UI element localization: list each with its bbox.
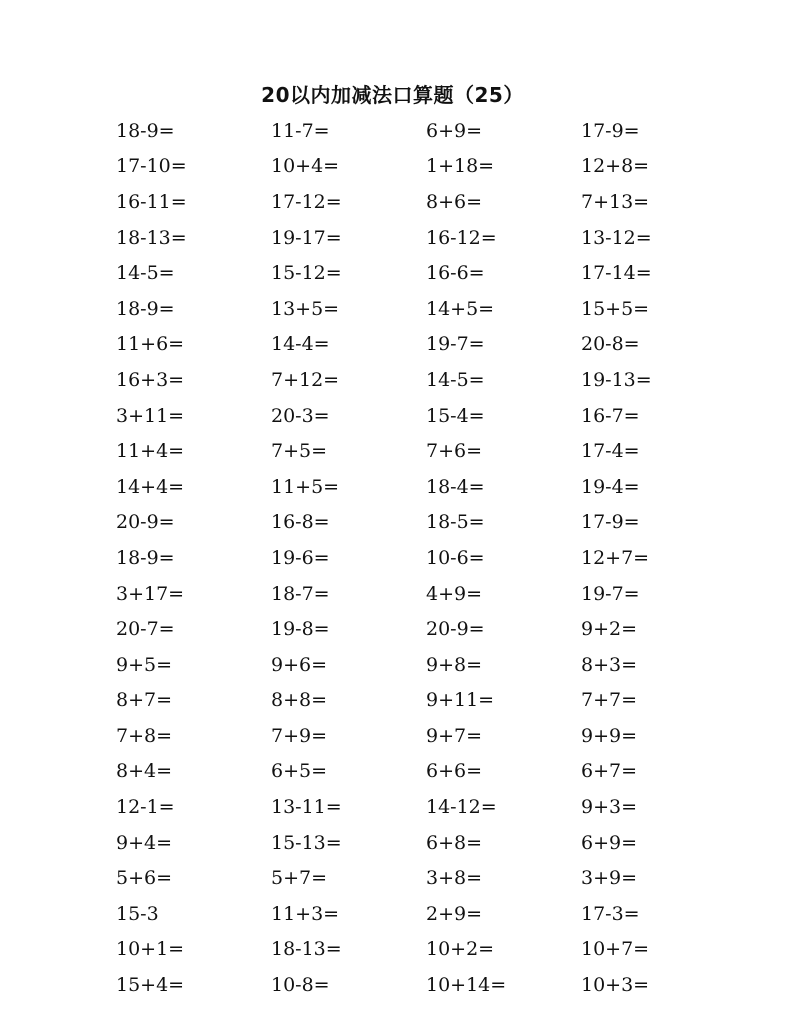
problem-item: 15+5=: [581, 297, 650, 320]
problem-item: 17-9=: [581, 119, 640, 142]
problem-item: 7+7=: [581, 689, 638, 712]
problem-row: [116, 789, 756, 825]
problem-item: 19-7=: [426, 333, 485, 356]
problem-row: [116, 825, 756, 861]
worksheet-title: 20以内加减法口算题（25）: [261, 83, 524, 107]
problem-item: 14-5=: [426, 368, 485, 391]
problem-item: 16-7=: [581, 404, 640, 427]
problem-item: 15-12=: [271, 262, 342, 285]
problem-item: 6+9=: [581, 831, 638, 854]
problem-row: [116, 860, 756, 896]
problem-item: 18-9=: [116, 546, 175, 569]
problem-item: 15+4=: [116, 974, 185, 997]
problem-item: 15-4=: [426, 404, 485, 427]
problem-item: 7+13=: [581, 190, 650, 213]
problem-item: 1+18=: [426, 155, 495, 178]
problem-item: 20-7=: [116, 618, 175, 641]
problem-item: 9+11=: [426, 689, 495, 712]
problem-item: 6+8=: [426, 831, 483, 854]
problem-item: 13+5=: [271, 297, 340, 320]
problem-item: 10+14=: [426, 974, 507, 997]
problem-item: 11+5=: [271, 475, 340, 498]
problem-item: 2+9=: [426, 902, 483, 925]
problem-item: 12+7=: [581, 546, 650, 569]
problem-item: 16-11=: [116, 190, 187, 213]
problem-item: 17-3=: [581, 902, 640, 925]
problem-item: 9+5=: [116, 653, 173, 676]
problem-item: 12+8=: [581, 155, 650, 178]
problem-row: [116, 255, 756, 291]
problem-row: [116, 683, 756, 719]
problem-item: 3+9=: [581, 867, 638, 890]
problem-item: 8+7=: [116, 689, 173, 712]
problem-item: 9+7=: [426, 724, 483, 747]
problem-item: 17-10=: [116, 155, 187, 178]
problem-item: 9+9=: [581, 724, 638, 747]
problem-item: 14+4=: [116, 475, 185, 498]
problem-item: 6+5=: [271, 760, 328, 783]
problem-item: 18-9=: [116, 119, 175, 142]
problem-row: [116, 896, 756, 932]
problem-item: 14-4=: [271, 333, 330, 356]
problem-item: 20-9=: [116, 511, 175, 534]
problem-item: 19-7=: [581, 582, 640, 605]
problem-item: 20-9=: [426, 618, 485, 641]
problem-row: [116, 611, 756, 647]
problem-item: 10+4=: [271, 155, 340, 178]
problem-row: [116, 113, 756, 149]
problem-item: 16-12=: [426, 226, 497, 249]
problem-item: 10-8=: [271, 974, 330, 997]
problem-item: 9+3=: [581, 796, 638, 819]
problem-item: 6+6=: [426, 760, 483, 783]
problem-item: 19-8=: [271, 618, 330, 641]
problem-item: 7+9=: [271, 724, 328, 747]
problem-item: 8+4=: [116, 760, 173, 783]
problem-item: 20-8=: [581, 333, 640, 356]
problem-item: 6+7=: [581, 760, 638, 783]
problem-row: [116, 932, 756, 968]
problem-item: 7+8=: [116, 724, 173, 747]
problem-item: 17-14=: [581, 262, 652, 285]
problem-item: 17-4=: [581, 440, 640, 463]
problem-row: [116, 398, 756, 434]
problem-item: 18-13=: [271, 938, 342, 961]
problem-item: 10+7=: [581, 938, 650, 961]
problem-item: 16+3=: [116, 368, 185, 391]
problem-item: 10+1=: [116, 938, 185, 961]
problem-item: 19-6=: [271, 546, 330, 569]
problem-item: 5+7=: [271, 867, 328, 890]
problem-item: 17-9=: [581, 511, 640, 534]
problem-item: 8+3=: [581, 653, 638, 676]
problem-item: 14-12=: [426, 796, 497, 819]
problem-row: [116, 433, 756, 469]
problem-item: 9+2=: [581, 618, 638, 641]
problem-row: [116, 718, 756, 754]
problem-row: [116, 469, 756, 505]
problem-item: 16-8=: [271, 511, 330, 534]
problem-item: 18-5=: [426, 511, 485, 534]
problem-item: 18-9=: [116, 297, 175, 320]
problem-item: 11-7=: [271, 119, 330, 142]
problem-item: 20-3=: [271, 404, 330, 427]
problem-row: [116, 327, 756, 363]
problem-item: 10-6=: [426, 546, 485, 569]
problem-row: [116, 362, 756, 398]
problem-row: [116, 540, 756, 576]
problem-item: 19-17=: [271, 226, 342, 249]
problem-item: 14-5=: [116, 262, 175, 285]
problem-item: 16-6=: [426, 262, 485, 285]
problem-item: 14+5=: [426, 297, 495, 320]
problem-item: 13-11=: [271, 796, 342, 819]
problem-item: 15-3: [116, 902, 159, 925]
problem-item: 15-13=: [271, 831, 342, 854]
problem-item: 7+5=: [271, 440, 328, 463]
problem-item: 13-12=: [581, 226, 652, 249]
problem-item: 11+6=: [116, 333, 185, 356]
problem-item: 9+4=: [116, 831, 173, 854]
problem-item: 7+12=: [271, 368, 340, 391]
problem-item: 7+6=: [426, 440, 483, 463]
problem-item: 8+6=: [426, 190, 483, 213]
problem-item: 18-4=: [426, 475, 485, 498]
problem-item: 19-13=: [581, 368, 652, 391]
problem-row: [116, 291, 756, 327]
problem-row: [116, 576, 756, 612]
problem-item: 11+3=: [271, 902, 340, 925]
problem-row: [116, 149, 756, 185]
problem-item: 19-4=: [581, 475, 640, 498]
problem-row: [116, 505, 756, 541]
problem-item: 3+11=: [116, 404, 185, 427]
problem-item: 8+8=: [271, 689, 328, 712]
problem-item: 3+8=: [426, 867, 483, 890]
problem-row: [116, 220, 756, 256]
problem-row: [116, 754, 756, 790]
problem-item: 17-12=: [271, 190, 342, 213]
problem-row: [116, 184, 756, 220]
problem-item: 9+8=: [426, 653, 483, 676]
problem-item: 18-7=: [271, 582, 330, 605]
problem-item: 6+9=: [426, 119, 483, 142]
problem-row: [116, 647, 756, 683]
problem-item: 4+9=: [426, 582, 483, 605]
problem-item: 10+3=: [581, 974, 650, 997]
problem-item: 18-13=: [116, 226, 187, 249]
problem-grid: [116, 113, 756, 1003]
problem-item: 12-1=: [116, 796, 175, 819]
problem-item: 11+4=: [116, 440, 185, 463]
problem-item: 3+17=: [116, 582, 185, 605]
problem-item: 5+6=: [116, 867, 173, 890]
problem-row: [116, 967, 756, 1003]
problem-item: 10+2=: [426, 938, 495, 961]
problem-item: 9+6=: [271, 653, 328, 676]
